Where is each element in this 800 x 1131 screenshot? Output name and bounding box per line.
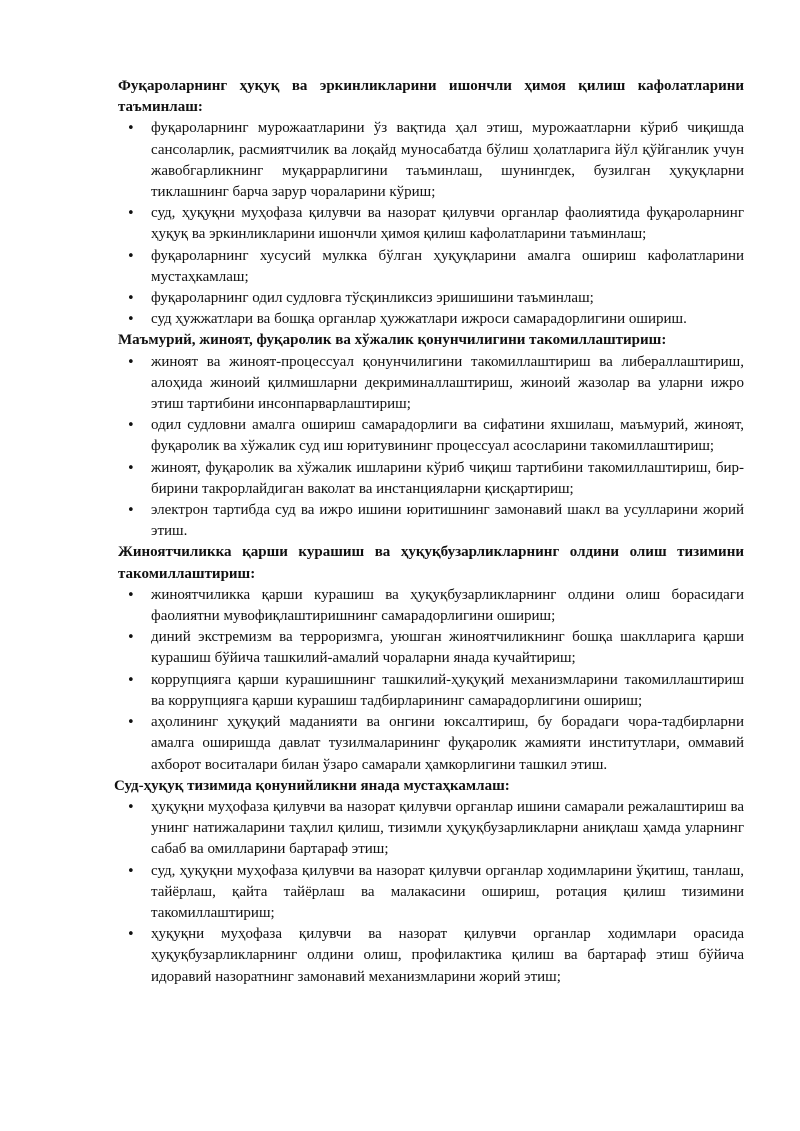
section-legality: [114, 776, 744, 988]
list-item: [114, 118, 744, 203]
list-item-text: суд ҳужжатлари ва бошқа органлар ҳужжатлари ижроси самарадорлигини ошириш.: [151, 311, 687, 328]
list-item-text: одил судловни амалга ошириш самарадорлиги ва сифатини яхшилаш, маъмурий, жиноят, фуқаролик ва хўжалик суд иш юритувининг процессуал асосларини такомиллаштириш;: [151, 417, 744, 455]
list-item-text: фуқароларнинг хусусий мулкка бўлган ҳуқуқларини амалга ошириш кафолатларини мустаҳкамлаш;: [151, 247, 744, 285]
bullet-list: [114, 118, 744, 330]
list-item: [114, 627, 744, 669]
bullet-icon: •: [127, 587, 135, 603]
list-item: [114, 500, 744, 542]
list-item-text: суд, ҳуқуқни муҳофаза қилувчи ва назорат қилувчи органлар ходимларини ўқитиш, танлаш, тайёрлаш, қайта тайёрлаш ва малакасини ошириш, ротация қилиш тизимини такомиллаштириш;: [151, 862, 744, 921]
list-item: [114, 585, 744, 627]
bullet-icon: •: [127, 460, 135, 476]
bullet-icon: •: [127, 715, 135, 731]
bullet-icon: •: [127, 799, 135, 815]
list-item-text: диний экстремизм ва терроризмга, уюшган жиноятчиликнинг бошқа шаклларига қарши курашиш бўйича ташкилий-амалий чораларни янада кучайтириш;: [151, 629, 744, 667]
list-item: [114, 415, 744, 457]
list-item-text: ҳуқуқни муҳофаза қилувчи ва назорат қилувчи органлар ходимлари орасида ҳуқуқбузарликларнинг олдини олиш, профилактика қилиш ва бартараф этиш бўйича идоравий назоратнинг замонавий механизмларини жорий этиш;: [151, 926, 744, 985]
section-heading: Жиноятчиликка қарши курашиш ва ҳуқуқбузарликларнинг олдини олиш тизимини такомиллаштириш:: [118, 544, 744, 582]
bullet-list: [114, 797, 744, 988]
list-item-text: коррупцияга қарши курашишнинг ташкилий-ҳуқуқий механизмларини такомиллаштириш ва коррупцияга қарши курашиш тадбирларининг самарадорлигини ошириш;: [151, 671, 744, 709]
list-item-text: жиноятчиликка қарши курашиш ва ҳуқуқбузарликларнинг олдини олиш борасидаги фаолиятни мувофиқлаштиришнинг самарадорлигини ошириш;: [151, 586, 744, 625]
list-item: [114, 352, 744, 416]
list-item: [114, 670, 744, 712]
list-item: [114, 288, 744, 309]
bullet-icon: •: [127, 248, 135, 264]
bullet-icon: •: [127, 312, 135, 328]
list-item-text: фуқароларнинг мурожаатларини ўз вақтида ҳал этиш, мурожаатларни кўриб чиқишда сансоларлик, расмиятчилик ва лоқайд муносабатда бўлиш ҳолатларига йўл қўйганлик учун жавобгарликнинг муқаррарлигини таъминлаш, шунингдек, бузилган ҳуқуқларни тиклашнинг барча зарур чораларини кўриш;: [151, 120, 744, 201]
section-heading: Маъмурий, жиноят, фуқаролик ва хўжалик қонунчилигини такомиллаштириш:: [118, 332, 667, 349]
section-citizens-rights: [114, 76, 744, 330]
list-item-text: суд, ҳуқуқни муҳофаза қилувчи ва назорат қилувчи органлар фаолиятида фуқароларнинг ҳуқуқ ва эркинликларини ишончли ҳимоя қилиш кафолатларини таъминлаш;: [151, 205, 744, 243]
list-item-text: жиноят, фуқаролик ва хўжалик ишларини кўриб чиқиш тартибини такомиллаштириш, бир-бирини такрорлайдиган ваколат ва инстанцияларни қисқартириш;: [151, 459, 744, 497]
document-body: [114, 76, 744, 988]
list-item-text: фуқароларнинг одил судловга тўсқинликсиз эришишини таъминлаш;: [151, 290, 594, 307]
list-item: [114, 861, 744, 925]
list-item: [114, 797, 744, 861]
bullet-icon: •: [127, 503, 135, 519]
list-item-text: ҳуқуқни муҳофаза қилувчи ва назорат қилувчи органлар ишини самарали режалаштириш ва унинг натижаларини таҳлил қилиш, тизимли ҳуқуқбузарликларни аниқлаш ҳамда уларнинг сабаб ва омилларини бартараф этиш;: [151, 798, 744, 858]
list-item: [114, 309, 744, 330]
bullet-icon: •: [127, 354, 135, 370]
bullet-icon: •: [127, 630, 135, 646]
bullet-list: [114, 585, 744, 776]
list-item-text: электрон тартибда суд ва ижро ишини юритишнинг замонавий шакл ва усулларини жорий этиш.: [151, 502, 744, 540]
section-heading: Суд-ҳуқуқ тизимида қонунийликни янада мустаҳкамлаш:: [114, 777, 510, 794]
list-item: [114, 246, 744, 288]
list-item-text: аҳолининг ҳуқуқий маданияти ва онгини юксалтириш, бу борадаги чора-тадбирларни амалга оширишда давлат тузилмаларининг фуқаролик жамияти институтлари, оммавий ахборот воситалари билан ўзаро самарали ҳамкорлигини ташкил этиш.: [151, 714, 744, 773]
list-item: [114, 203, 744, 245]
section-heading: Фуқароларнинг ҳуқуқ ва эркинликларини ишончли ҳимоя қилиш кафолатларини таъминлаш:: [118, 78, 744, 116]
bullet-list: [114, 352, 744, 543]
bullet-icon: •: [127, 121, 135, 137]
bullet-icon: •: [127, 291, 135, 307]
bullet-icon: •: [127, 863, 135, 879]
section-crime-prevention: [114, 542, 744, 775]
bullet-icon: •: [127, 206, 135, 222]
bullet-icon: •: [127, 418, 135, 434]
list-item: [114, 458, 744, 500]
section-legislation: [114, 330, 744, 542]
bullet-icon: •: [127, 927, 135, 943]
bullet-icon: •: [127, 672, 135, 688]
list-item-text: жиноят ва жиноят-процессуал қонунчилигини такомиллаштириш ва либераллаштириш, алоҳида жиноий қилмишларни декриминаллаштириш, жиноий жазолар ва уларни ижро этиш тартибини инсонпарварлаштириш;: [151, 353, 744, 413]
list-item: [114, 924, 744, 988]
list-item: [114, 712, 744, 776]
